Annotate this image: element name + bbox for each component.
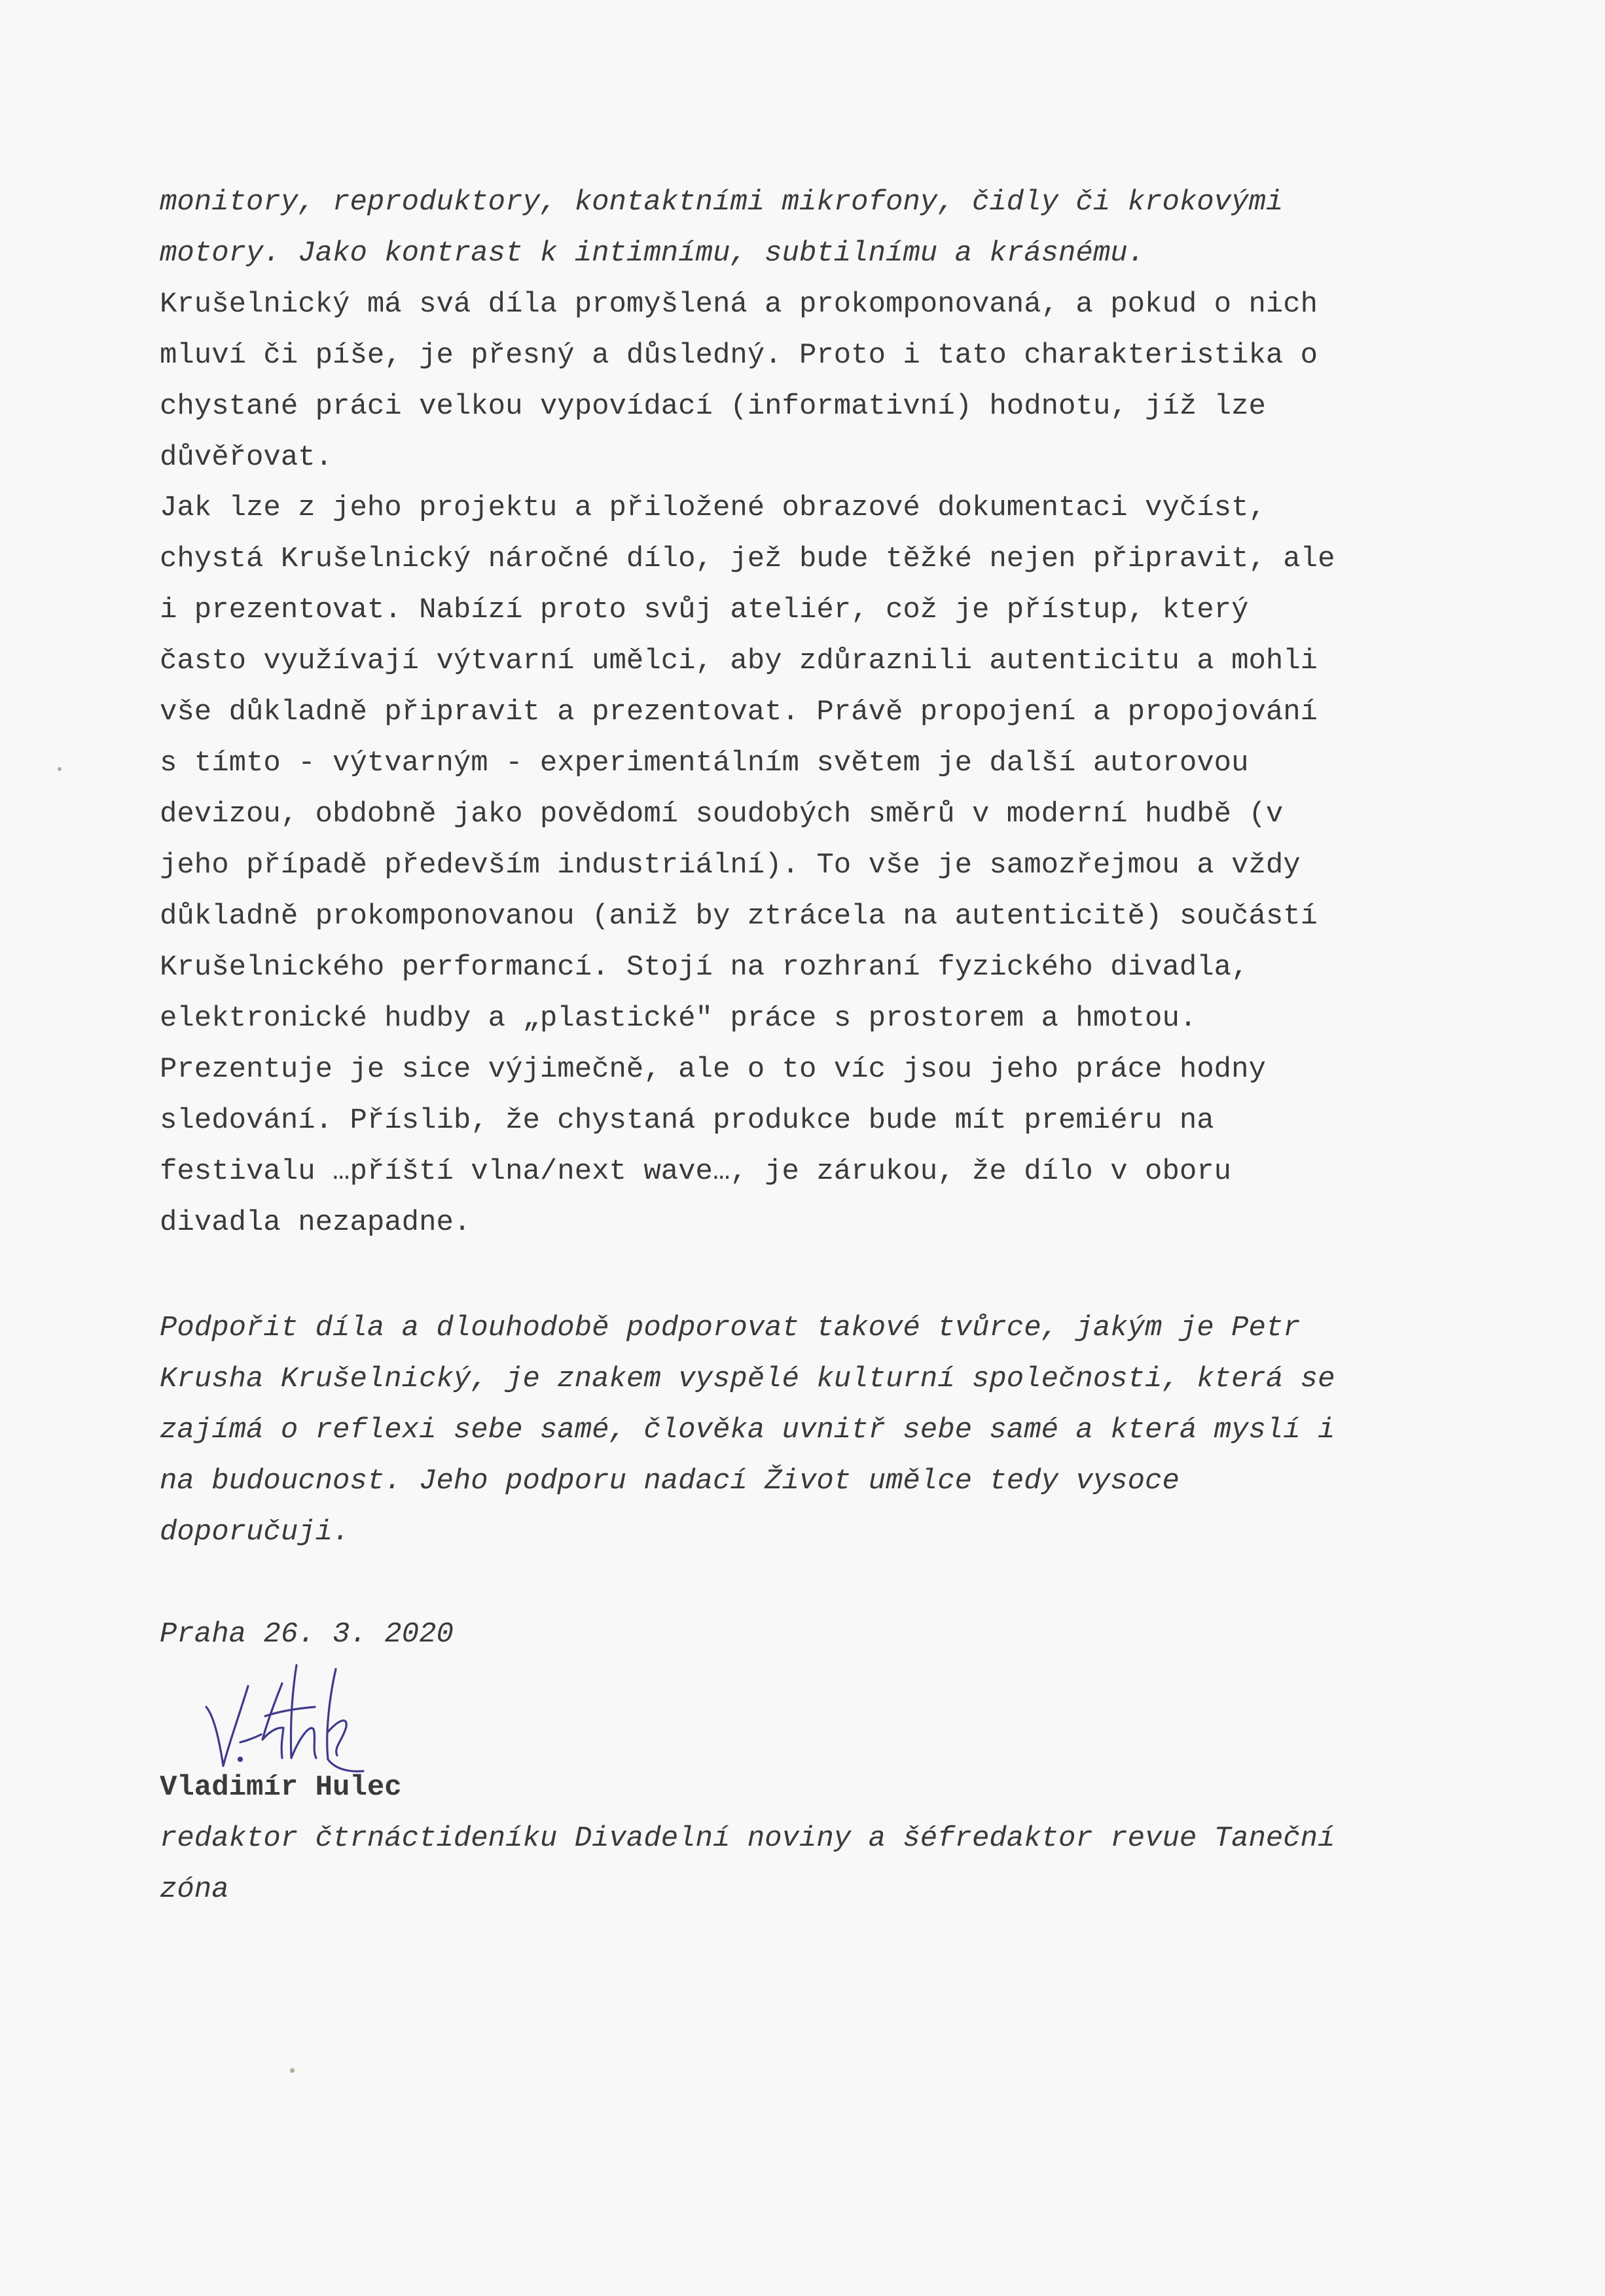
text-line: na budoucnost. Jeho podporu nadací Život umělce tedy vysoce — [160, 1465, 1180, 1498]
text-line: doporučuji. — [160, 1516, 350, 1549]
text-line: s tímto - výtvarným - experimentálním světem je další autorovou — [160, 747, 1249, 780]
text-line: důvěřovat. — [160, 441, 333, 474]
text-line: důkladně prokomponovanou (aniž by ztrácela na autenticitě) součástí — [160, 900, 1318, 933]
paper-speck — [290, 2068, 295, 2073]
text-line: Krušelnický má svá díla promyšlená a prokomponovaná, a pokud o nich — [160, 288, 1318, 321]
date-line: Praha 26. 3. 2020 — [160, 1618, 454, 1651]
signatory-role — [160, 1813, 1403, 1915]
paper-speck — [58, 767, 62, 771]
text-line: divadla nezapadne. — [160, 1206, 471, 1239]
role-line: zóna — [160, 1873, 229, 1906]
text-line: motory. Jako kontrast k intimnímu, subtilnímu a krásnému. — [160, 237, 1145, 270]
text-line: často využívají výtvarní umělci, aby zdůraznili autenticitu a mohli — [160, 645, 1318, 677]
text-line: Krušelnického performancí. Stojí na rozhraní fyzického divadla, — [160, 951, 1249, 984]
text-line: chystané práci velkou vypovídací (informativní) hodnotu, jíž lze — [160, 390, 1266, 423]
text-line: monitory, reproduktory, kontaktními mikrofony, čidly či krokovými — [160, 186, 1284, 219]
text-line: festivalu …příští vlna/next wave…, je zárukou, že dílo v oboru — [160, 1155, 1232, 1188]
role-line: redaktor čtrnáctideníku Divadelní noviny a šéfredaktor revue Taneční — [160, 1822, 1335, 1855]
name-line: Vladimír Hulec — [160, 1771, 402, 1804]
text-line: jeho případě především industriální). To vše je samozřejmou a vždy — [160, 849, 1301, 882]
support-paragraph — [160, 1302, 1403, 1558]
text-line: i prezentovat. Nabízí proto svůj ateliér, což je přístup, který — [160, 594, 1249, 626]
text-line: Prezentuje je sice výjimečně, ale o to víc jsou jeho práce hodny — [160, 1053, 1266, 1086]
text-line: elektronické hudby a „plastické" práce s prostorem a hmotou. — [160, 1002, 1197, 1035]
text-line: chystá Krušelnický náročné dílo, jež bude těžké nejen připravit, ale — [160, 543, 1335, 575]
intro-paragraph — [160, 177, 1403, 483]
text-line: vše důkladně připravit a prezentovat. Právě propojení a propojování — [160, 696, 1318, 728]
signatory-name — [160, 1762, 1403, 1813]
text-line: sledování. Příslib, že chystaná produkce bude mít premiéru na — [160, 1104, 1214, 1137]
text-line: Krusha Krušelnický, je znakem vyspělé kulturní společnosti, která se — [160, 1363, 1335, 1395]
text-line: Jak lze z jeho projektu a přiložené obrazové dokumentaci vyčíst, — [160, 492, 1266, 524]
main-paragraph — [160, 482, 1403, 1248]
text-line: devizou, obdobně jako povědomí soudobých směrů v moderní hudbě (v — [160, 798, 1284, 831]
text-line: zajímá o reflexi sebe samé, člověka uvnitř sebe samé a která myslí i — [160, 1414, 1335, 1446]
text-line: Podpořit díla a dlouhodobě podporovat takové tvůrce, jakým je Petr — [160, 1312, 1301, 1344]
text-line: mluví či píše, je přesný a důsledný. Proto i tato charakteristika o — [160, 339, 1318, 372]
place-date — [160, 1609, 1403, 1660]
